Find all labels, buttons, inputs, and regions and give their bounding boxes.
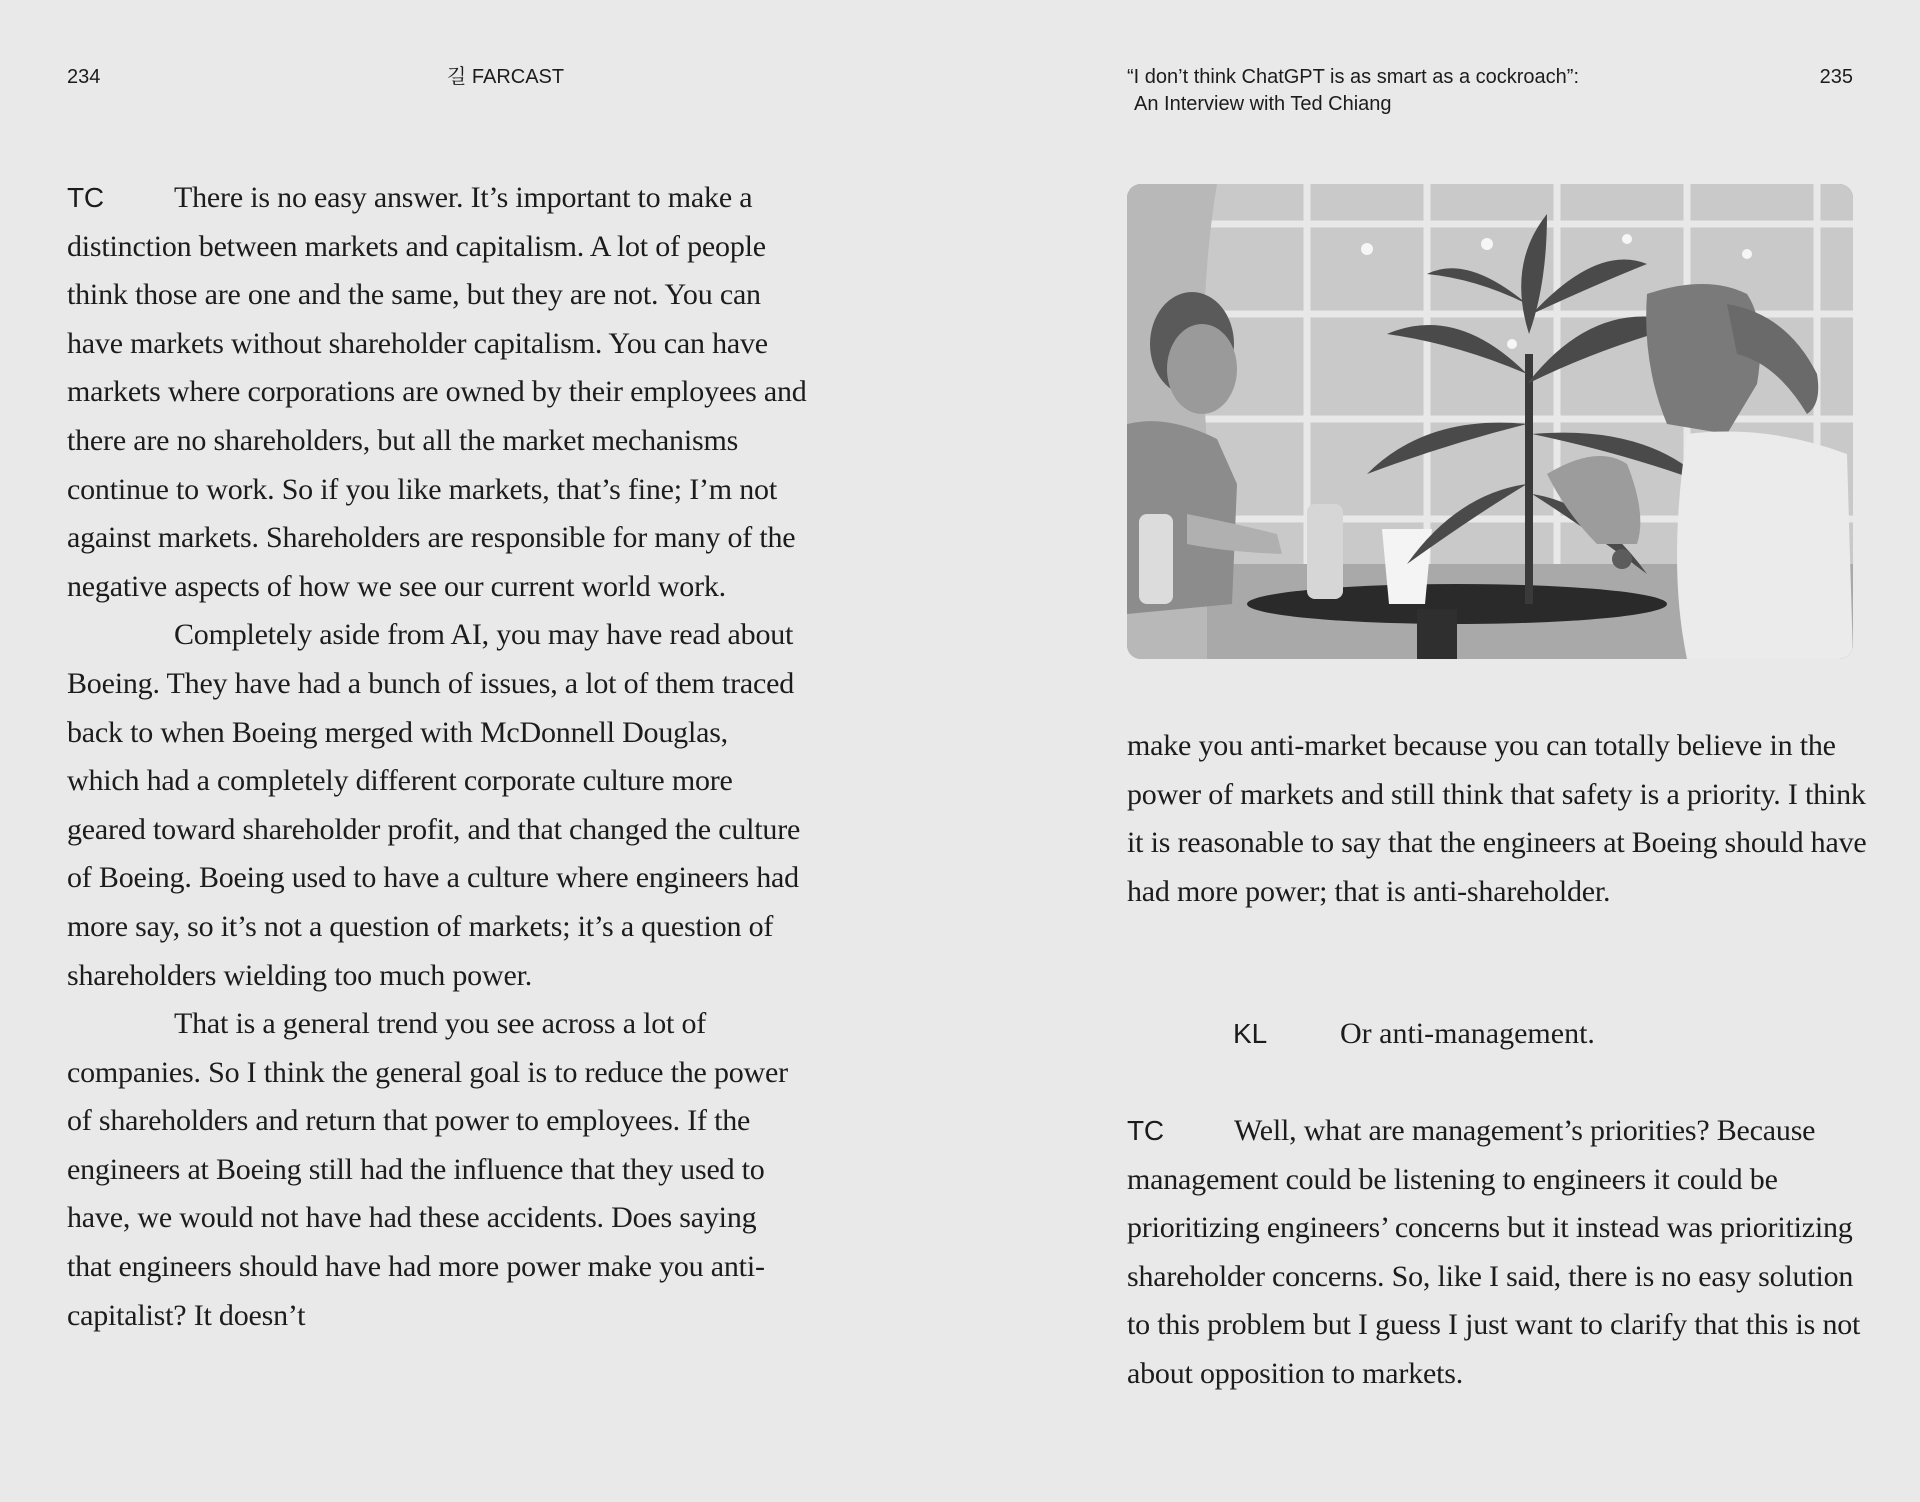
right-running-head-line1: “I don’t think ChatGPT is as smart as a cockroach”:	[1127, 66, 1580, 88]
interview-photo	[1127, 184, 1853, 659]
speaker-tc: TC	[67, 182, 104, 213]
continued-paragraph: make you anti-market because you can totally believe in the power of markets and still think that safety is a priority. I think it is reasonable to say that the engineers at Boeing should have had more power; that is anti-shareholder.	[1127, 729, 1867, 908]
left-body-text	[67, 174, 807, 1340]
paragraph-2: Completely aside from AI, you may have read about Boeing. They have had a bunch of issues, a lot of them traced back to when Boeing merged with McDonnell Douglas, which had a completely different corporate culture more geared toward shareholder profit, and that changed the culture of Boeing. Boeing used to have a culture where engineers had more say, so it’s not a question of markets; it’s a question of shareholders wielding too much power.	[67, 618, 801, 992]
kl-exchange	[1233, 1010, 1595, 1059]
paragraph-3: That is a general trend you see across a lot of companies. So I think the general goal is to reduce the power of shareholders and return that power to employees. If the engineers at Boeing still had the influence that they used to have, we would not have had these accidents. Does saying that engineers should have had more power make you anti-capitalist? It doesn’t	[67, 1007, 788, 1332]
tc-reply-paragraph	[1127, 1107, 1872, 1399]
tc-reply	[1127, 1107, 1872, 1399]
kl-text: Or anti-management.	[1340, 1017, 1595, 1050]
right-body-text	[1127, 722, 1867, 916]
left-page-number: 234	[67, 66, 101, 88]
right-running-head	[1127, 64, 1579, 118]
speaker-tc-right: TC	[1127, 1115, 1164, 1146]
speaker-kl: KL	[1233, 1018, 1268, 1049]
paragraph-1-text: There is no easy answer. It’s important to make a distinction between markets and capitalism. A lot of people think those are one and the same, but they are not. You can have markets without shareholder capitalism. You can have markets where corporations are owned by their employees and there are no shareholders, but all the market mechanisms continue to work. So if you like markets, that’s fine; I’m not against markets. Shareholders are responsible for many of the negative aspects of how we see our current world work.	[67, 181, 807, 603]
left-running-head: 길 FARCAST	[447, 66, 565, 88]
paragraph-1	[67, 174, 807, 611]
right-page-number: 235	[1819, 66, 1853, 88]
tc-reply-text: Well, what are management’s priorities? Because management could be listening to engineers it could be prioritizing engineers’ concerns but it instead was prioritizing shareholder concerns. So, like I said, there is no easy solution to this problem but I guess I just want to clarify that this is not about opposition to markets.	[1127, 1114, 1861, 1390]
right-running-head-line2: An Interview with Ted Chiang	[1134, 93, 1392, 115]
